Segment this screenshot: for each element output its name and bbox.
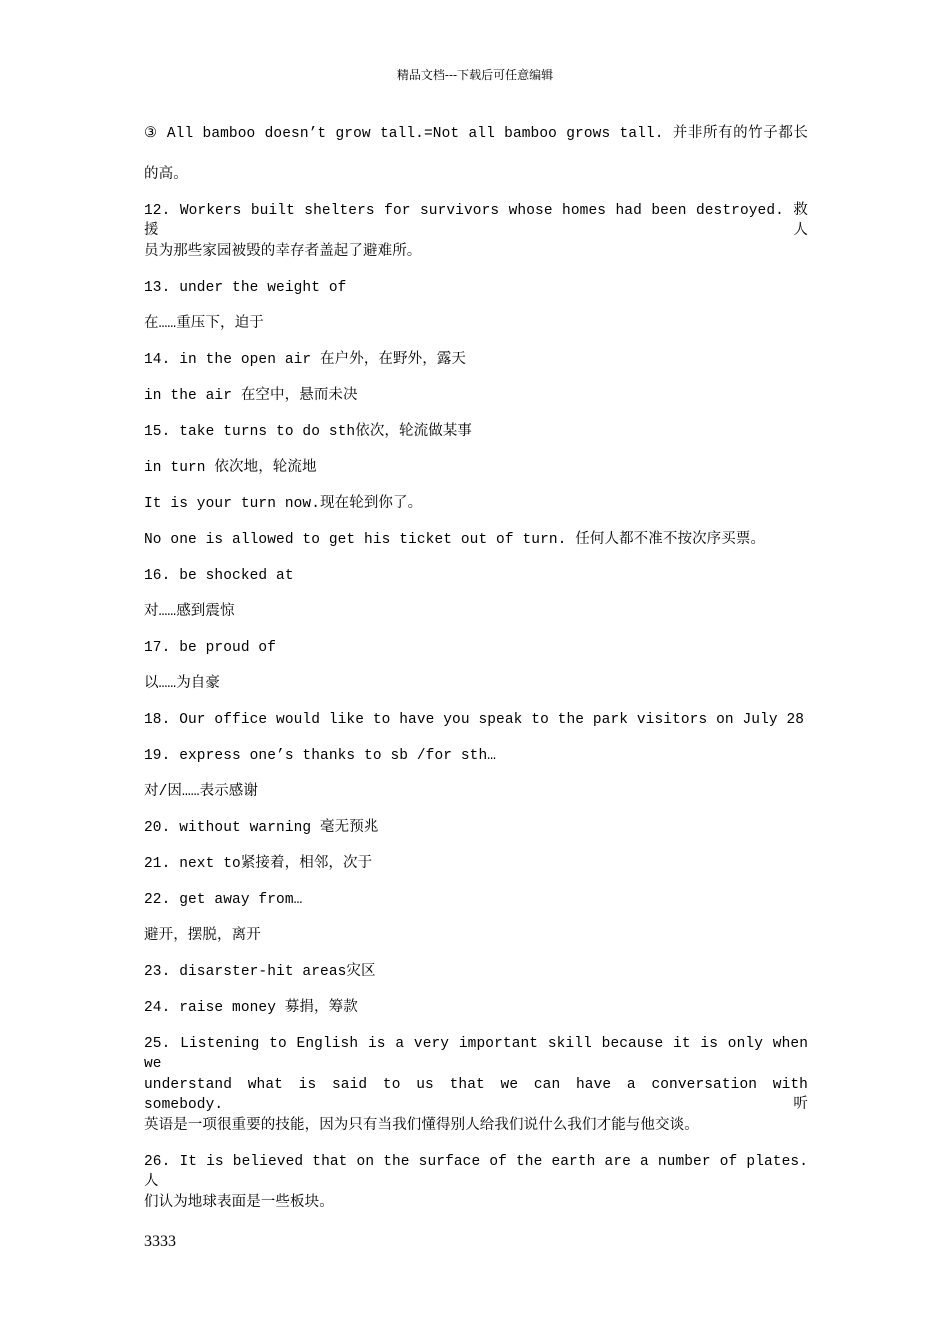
text-line: 避开，摆脱，离开 — [144, 928, 261, 944]
text-line: in the air 在空中，悬而未决 — [144, 388, 358, 404]
document-body — [144, 124, 808, 1229]
text-line: 18. Our office would like to have you speak to the park visitors on July 28 — [144, 712, 805, 728]
text-line: in turn 依次地，轮流地 — [144, 460, 317, 476]
text-line: 23. disarster-hit areas灾区 — [144, 964, 376, 980]
text-line: ③ All bamboo doesn’t grow tall.=Not all bamboo grows tall. 并非所有的竹子都长 — [144, 126, 808, 142]
text-line: 16. be shocked at — [144, 568, 294, 584]
text-line: 13. under the weight of — [144, 280, 347, 296]
text-line: 15. take turns to do sth依次，轮流做某事 — [144, 424, 473, 440]
page-number: 3333 — [144, 1233, 176, 1250]
page-header: 精品文档---下载后可任意编辑 — [396, 68, 554, 82]
text-line: 对……感到震惊 — [144, 604, 235, 620]
text-line: 员为那些家园被毁的幸存者盖起了避难所。 — [144, 244, 422, 260]
text-line: It is your turn now.现在轮到你了。 — [144, 496, 423, 512]
text-line: 英语是一项很重要的技能，因为只有当我们懂得别人给我们说什么我们才能与他交谈。 — [144, 1118, 699, 1134]
text-line: 14. in the open air 在户外，在野外，露天 — [144, 352, 467, 368]
text-line: No one is allowed to get his ticket out of turn. 任何人都不准不按次序买票。 — [144, 532, 766, 548]
text-line: 19. express one’s thanks to sb /for sth… — [144, 748, 497, 764]
text-line: 22. get away from… — [144, 892, 303, 908]
text-line: 17. be proud of — [144, 640, 277, 656]
text-line: 21. next to紧接着，相邻，次于 — [144, 856, 373, 872]
text-line: 在……重压下，迫于 — [144, 316, 264, 332]
text-line: 26. It is believed that on the surface of the earth are a number of plates. 人 — [144, 1154, 808, 1190]
text-line: 20. without warning 毫无预兆 — [144, 820, 379, 836]
text-line: 24. raise money 募捐，筹款 — [144, 1000, 358, 1016]
text-line: understand what is said to us that we can have a conversation with somebody. 听 — [144, 1077, 808, 1113]
text-line: 的高。 — [144, 167, 188, 183]
text-line: 以……为自豪 — [144, 676, 221, 692]
text-line: 对/因……表示感谢 — [144, 784, 259, 800]
text-line: 25. Listening to English is a very important skill because it is only when we — [144, 1036, 808, 1072]
text-line: 们认为地球表面是一些板块。 — [144, 1195, 334, 1211]
text-line: 12. Workers built shelters for survivors whose homes had been destroyed. 救援人 — [144, 203, 808, 239]
